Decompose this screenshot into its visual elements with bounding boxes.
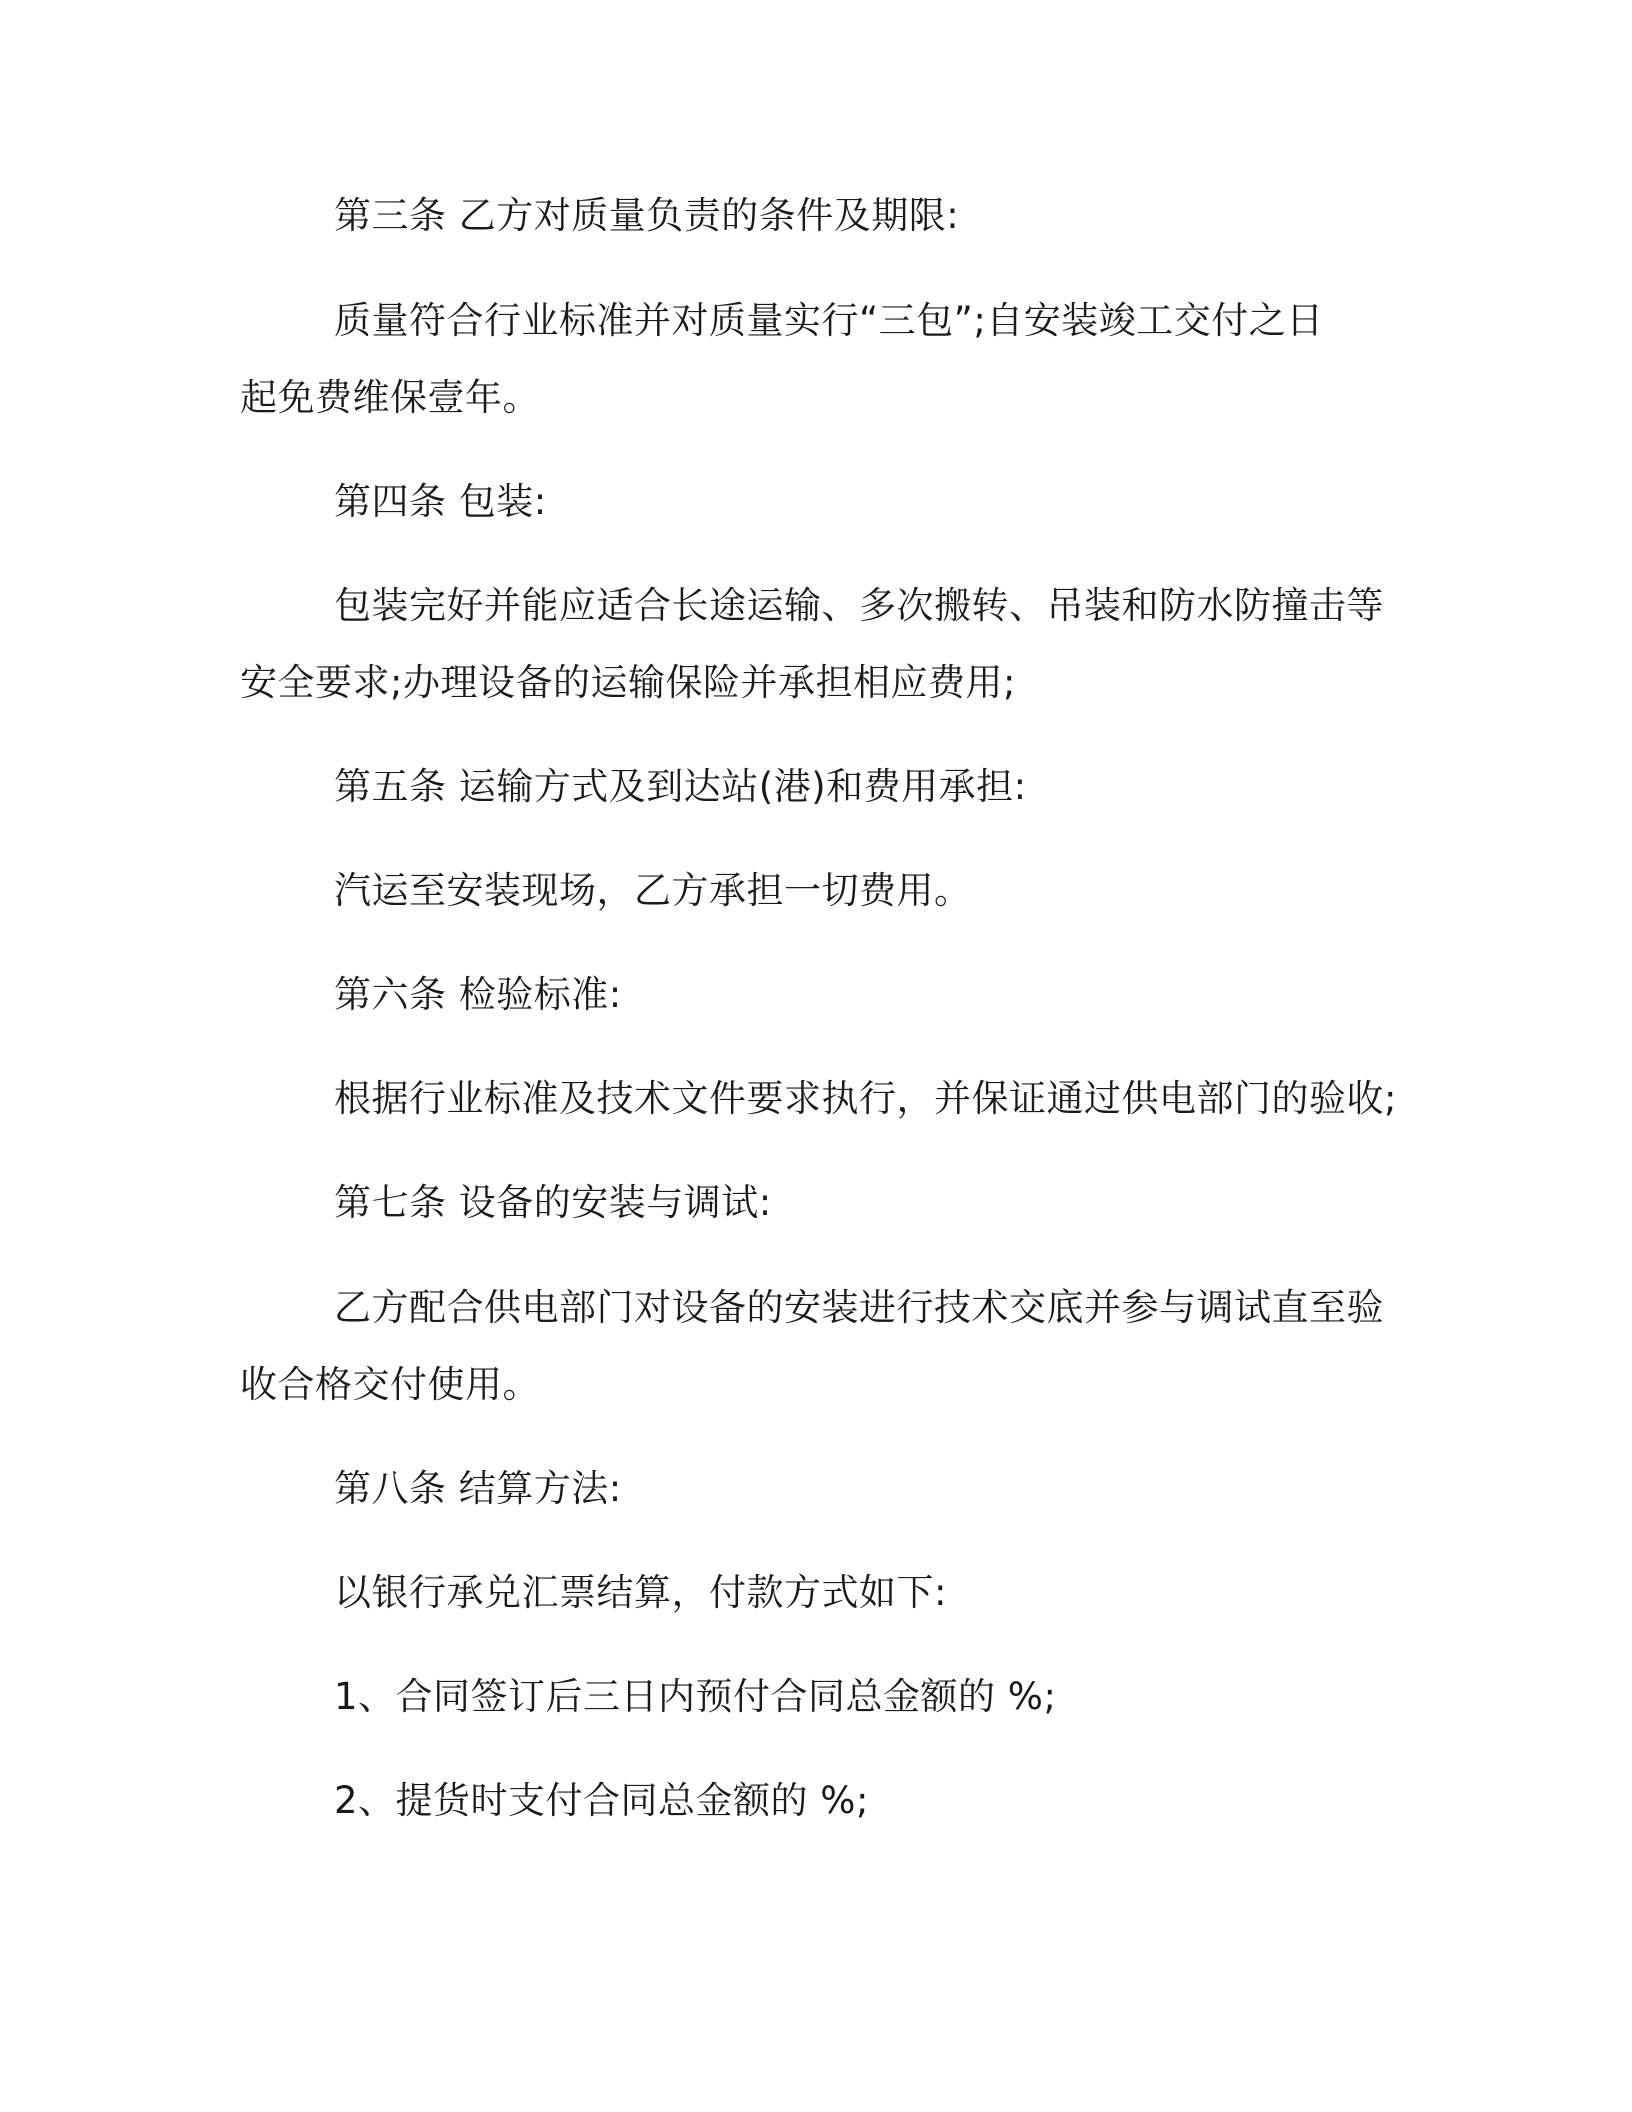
article-6-body: 根据行业标准及技术文件要求执行，并保证通过供电部门的验收; bbox=[334, 1077, 1397, 1120]
payment-term-1: 1、合同签订后三日内预付合同总金额的 %; bbox=[334, 1675, 1057, 1718]
article-5-heading: 第五条 运输方式及到达站(港)和费用承担: bbox=[334, 765, 1027, 808]
payment-term-2: 2、提货时支付合同总金额的 %; bbox=[334, 1779, 869, 1822]
article-3-heading: 第三条 乙方对质量负责的条件及期限: bbox=[334, 194, 960, 237]
article-8-heading: 第八条 结算方法: bbox=[334, 1467, 622, 1510]
article-6-heading: 第六条 检验标准: bbox=[334, 973, 622, 1016]
article-3-body-line-1: 质量符合行业标准并对质量实行“三包”;自安装竣工交付之日 bbox=[334, 299, 1324, 342]
article-5-body: 汽运至安装现场，乙方承担一切费用。 bbox=[334, 869, 972, 912]
article-4-body-line-2: 安全要求;办理设备的运输保险并承担相应费用; bbox=[240, 661, 1016, 704]
article-4-heading: 第四条 包装: bbox=[334, 480, 547, 523]
article-3-body-line-2: 起免费维保壹年。 bbox=[240, 376, 540, 419]
article-7-heading: 第七条 设备的安装与调试: bbox=[334, 1181, 772, 1224]
article-8-body: 以银行承兑汇票结算，付款方式如下: bbox=[334, 1571, 947, 1614]
article-7-body-line-2: 收合格交付使用。 bbox=[240, 1363, 540, 1406]
article-7-body-line-1: 乙方配合供电部门对设备的安装进行技术交底并参与调试直至验 bbox=[334, 1286, 1384, 1329]
article-4-body-line-1: 包装完好并能应适合长途运输、多次搬转、吊装和防水防撞击等 bbox=[334, 584, 1384, 627]
